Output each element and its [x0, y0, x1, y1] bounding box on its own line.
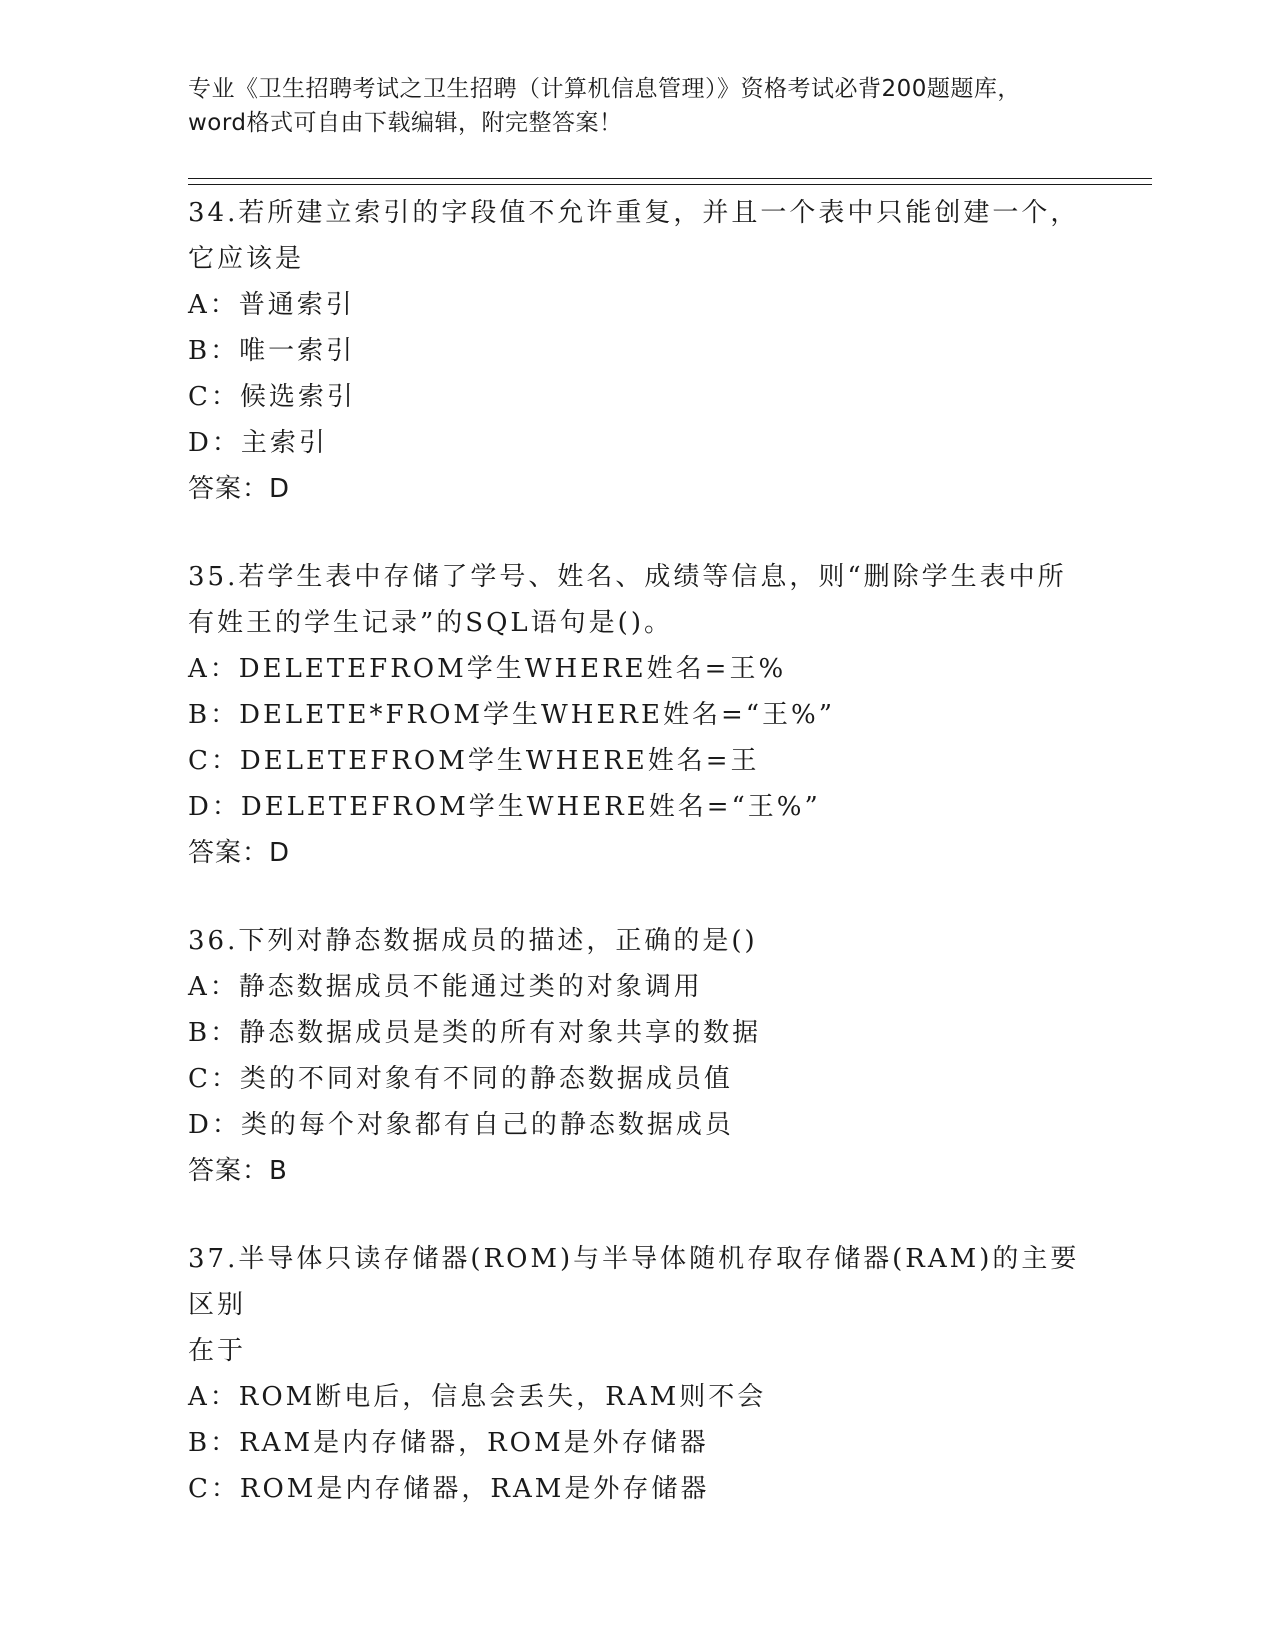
question-34: [188, 190, 1088, 512]
option-b: B：唯一索引: [188, 336, 356, 366]
option-a: A：DELETEFROM学生WHERE姓名=王%: [188, 654, 787, 684]
option-c: C：ROM是内存储器，RAM是外存储器: [188, 1474, 710, 1504]
question-37: [188, 1236, 1088, 1512]
answer: 答案：D: [188, 838, 291, 868]
option-c: C：DELETEFROM学生WHERE姓名=王: [188, 746, 760, 776]
question-text: 它应该是: [188, 244, 305, 274]
answer: 答案：D: [188, 474, 291, 504]
option-b: B：静态数据成员是类的所有对象共享的数据: [188, 1018, 762, 1048]
header-line-2: word格式可自由下载编辑，附完整答案！: [188, 110, 623, 136]
question-list: [188, 190, 1088, 1554]
question-text: 有姓王的学生记录”的SQL语句是()。: [188, 608, 673, 638]
header-divider-bottom: [188, 184, 1152, 185]
option-a: A：ROM断电后，信息会丢失，RAM则不会: [188, 1382, 767, 1412]
question-text: 在于: [188, 1336, 247, 1366]
question-text: 36.下列对静态数据成员的描述，正确的是(): [188, 926, 758, 956]
document-header: [188, 72, 1088, 140]
option-d: D：主索引: [188, 428, 328, 458]
option-b: B：RAM是内存储器，ROM是外存储器: [188, 1428, 709, 1458]
question-text: 37.半导体只读存储器(ROM)与半导体随机存取存储器(RAM)的主要区别: [188, 1244, 1080, 1320]
option-d: D：DELETEFROM学生WHERE姓名=“王%”: [188, 792, 821, 822]
option-a: A：静态数据成员不能通过类的对象调用: [188, 972, 703, 1002]
question-35: [188, 554, 1088, 876]
header-divider-top: [188, 178, 1152, 179]
header-line-1: 专业《卫生招聘考试之卫生招聘（计算机信息管理）》资格考试必背200题题库，: [188, 76, 1021, 102]
option-d: D：类的每个对象都有自己的静态数据成员: [188, 1110, 734, 1140]
option-b: B：DELETE*FROM学生WHERE姓名=“王%”: [188, 700, 836, 730]
option-a: A：普通索引: [188, 290, 355, 320]
option-c: C：类的不同对象有不同的静态数据成员值: [188, 1064, 733, 1094]
question-36: [188, 918, 1088, 1194]
question-text: 34.若所建立索引的字段值不允许重复，并且一个表中只能创建一个，: [188, 198, 1080, 228]
answer: 答案：B: [188, 1156, 288, 1186]
question-text: 35.若学生表中存储了学号、姓名、成绩等信息，则“删除学生表中所: [188, 562, 1067, 592]
option-c: C：候选索引: [188, 382, 356, 412]
